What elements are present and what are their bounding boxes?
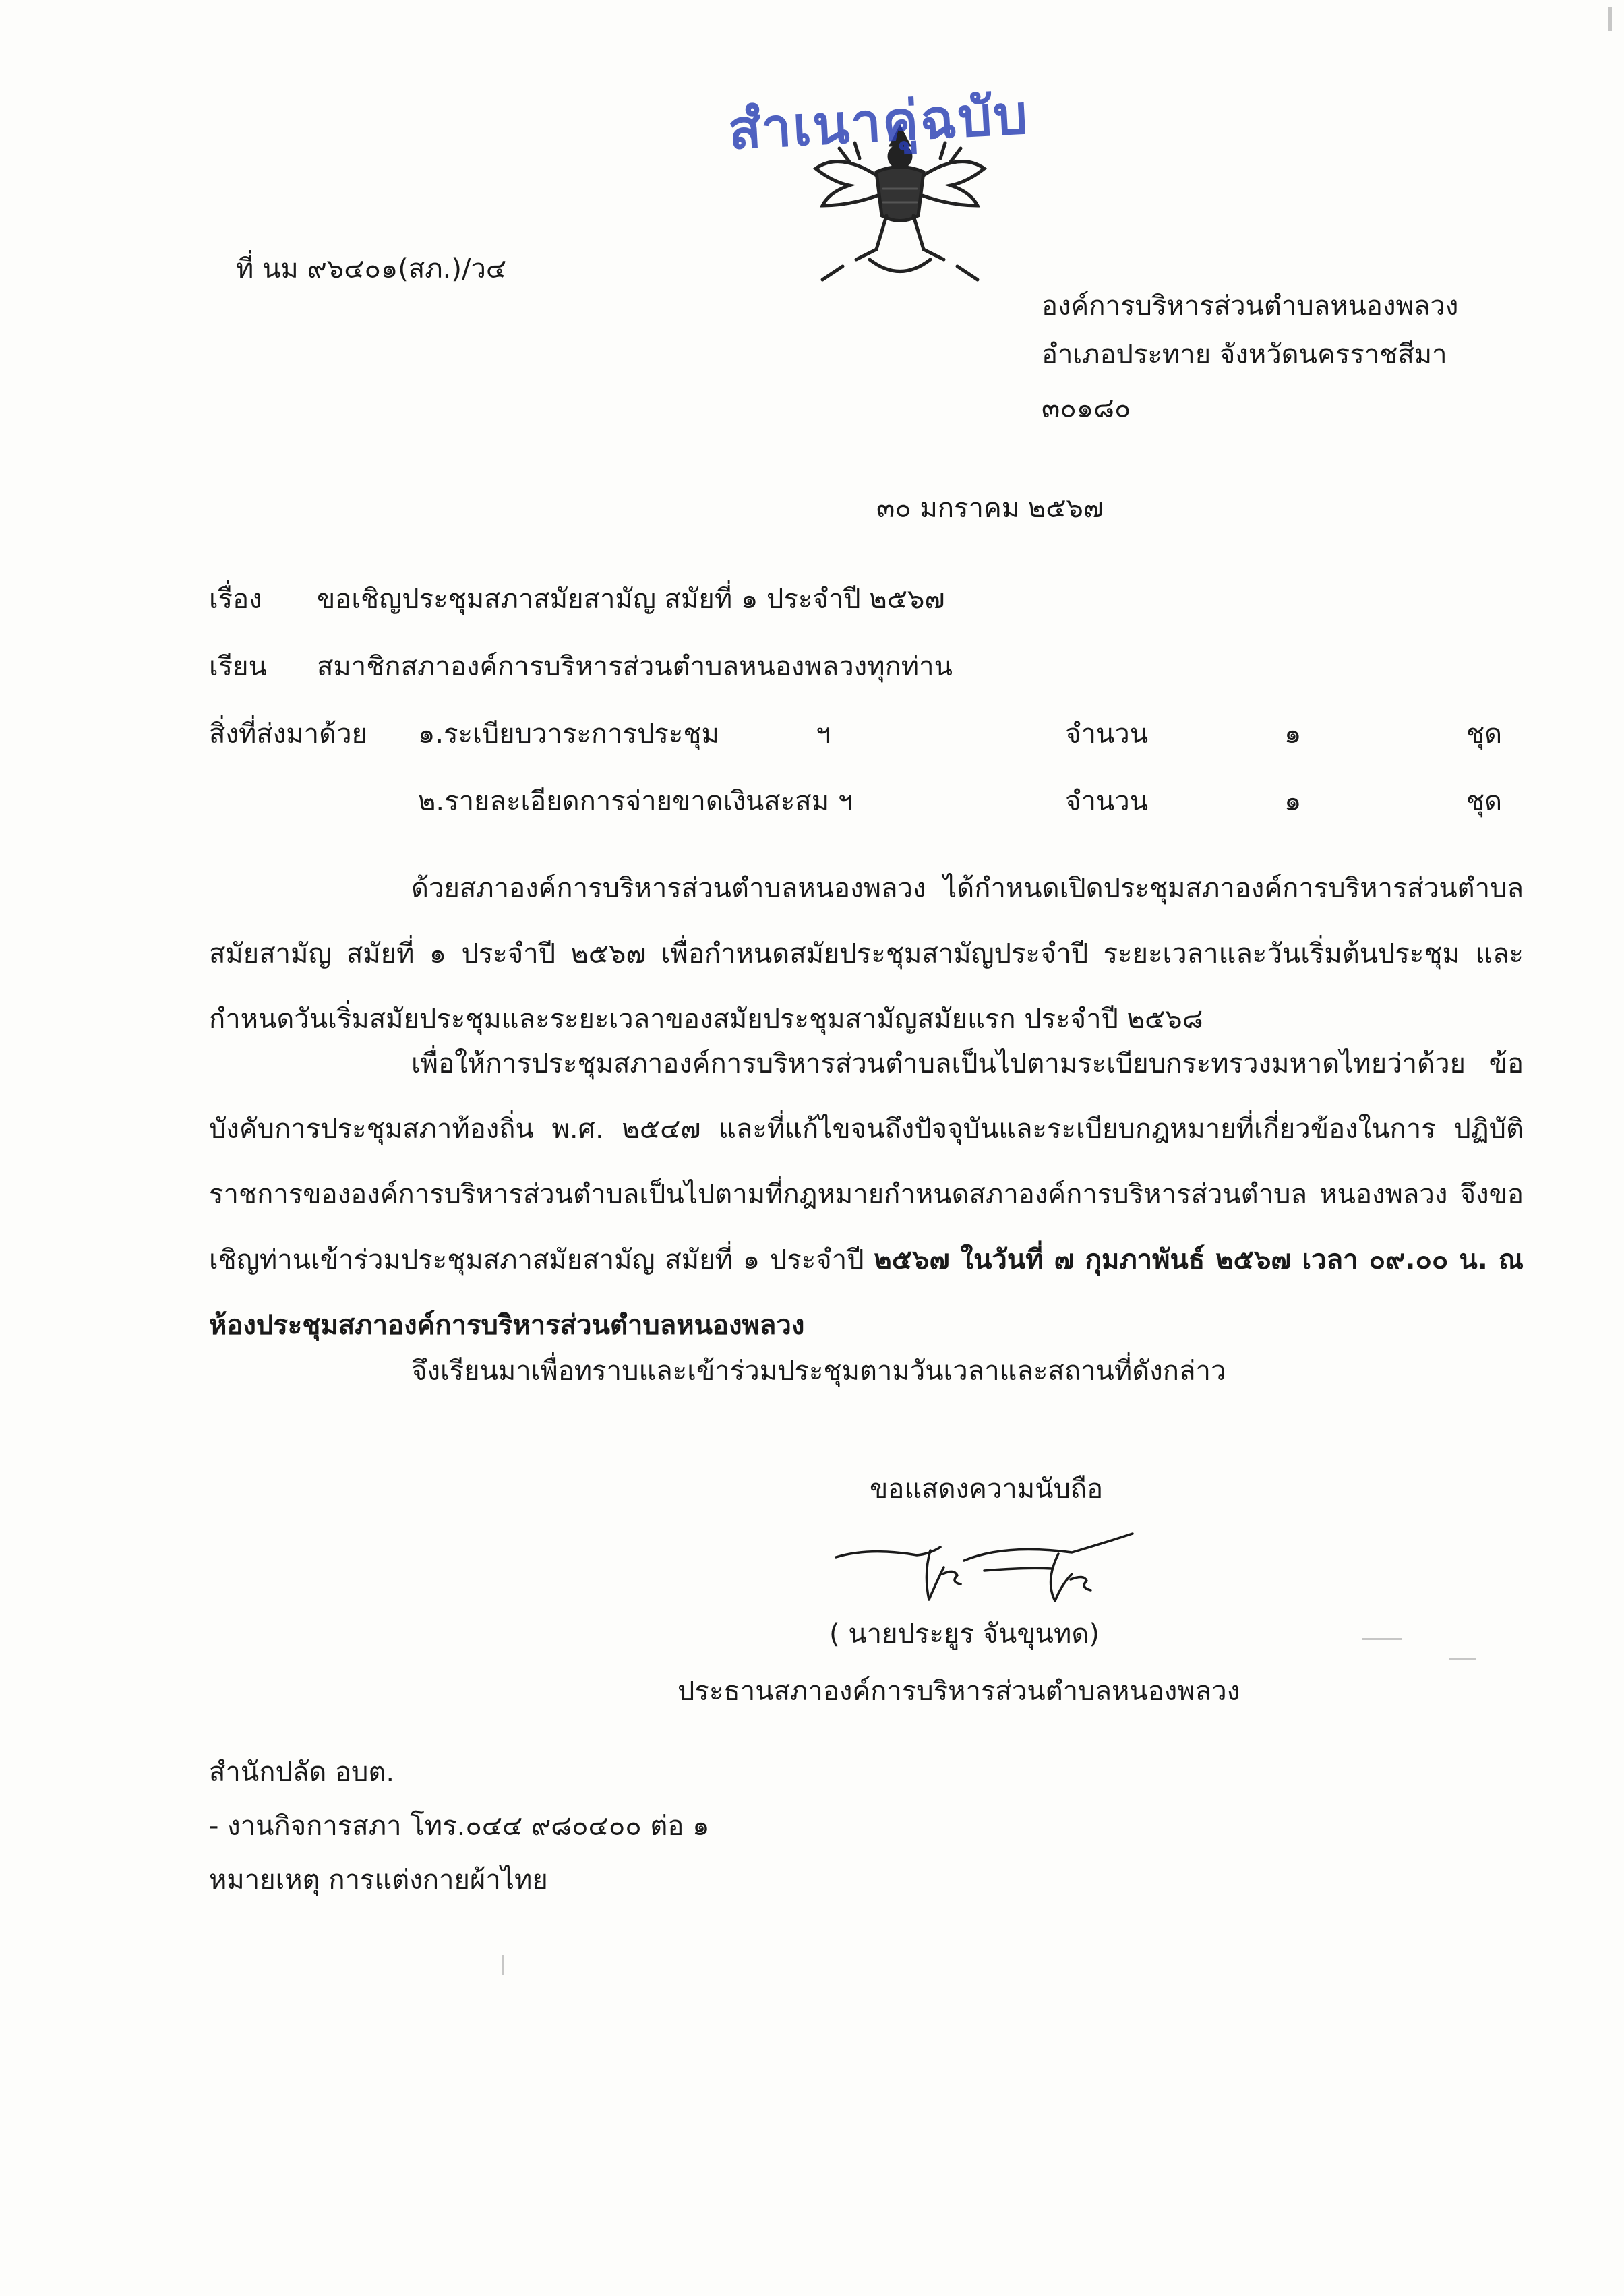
subject-text: ขอเชิญประชุมสภาสมัยสามัญ สมัยที่ ๑ ประจำปี ๒๕๖๗	[317, 584, 945, 615]
enclosure-item-mark: ฯ	[816, 719, 831, 750]
enclosure-item-name: ๑.ระเบียบวาระการประชุม	[418, 719, 719, 750]
enclosure-item-unit: ชุด	[1466, 719, 1503, 750]
handwritten-signature	[829, 1520, 1146, 1608]
sender-postcode: ๓๐๑๘๐	[1042, 393, 1131, 424]
footer-office: สำนักปลัด อบต.	[209, 1757, 395, 1788]
subject-label: เรื่อง	[209, 584, 262, 615]
sender-line-2: อำเภอประทาย จังหวัดนครราชสีมา	[1042, 339, 1447, 370]
footer-contact: - งานกิจการสภา โทร.๐๔๔ ๙๘๐๔๐๐ ต่อ ๑	[209, 1811, 710, 1842]
signatory-position: ประธานสภาองค์การบริหารส่วนตำบลหนองพลวง	[678, 1676, 1240, 1707]
scan-artifact	[1449, 1658, 1476, 1660]
paragraph-text: ด้วยสภาองค์การบริหารส่วนตำบลหนองพลวง ได้กำหนดเปิดประชุมสภาองค์การบริหารส่วนตำบล สมัยสามัญ สมัยที่ ๑ ประจำปี ๒๕๖๗ เพื่อกำหนดสมัยประชุมสามัญประจำปี ระยะเวลาและวันเริ่มต้นประชุม และกำหนดวันเริ่มสมัยประชุมและระยะเวลาของสมัยประชุมสามัญสมัยแรก ประจำปี ๒๕๖๘	[209, 873, 1524, 1035]
enclosure-item-qty: ๑	[1284, 719, 1302, 750]
enclosure-item-qty-label: จำนวน	[1065, 786, 1149, 817]
meeting-details-emphasis: ๒๕๖๗ ในวันที่ ๗ กุมภาพันธ์ ๒๕๖๗ เวลา ๐๙.๐๐ น. ณ ห้องประชุมสภาองค์การบริหารส่วนตำบลหนองพลวง	[209, 1244, 1524, 1341]
sender-line-1: องค์การบริหารส่วนตำบลหนองพลวง	[1042, 291, 1459, 322]
enclosures-label: สิ่งที่ส่งมาด้วย	[209, 719, 367, 750]
paragraph-text: เพื่อให้การประชุมสภาองค์การบริหารส่วนตำบลเป็นไปตามระเบียบกระทรวงมหาดไทยว่าด้วย ข้อบังคับการประชุมสภาท้องถิ่น พ.ศ. ๒๕๔๗ และที่แก้ไขจนถึงปัจจุบันและระเบียบกฎหมายที่เกี่ยวข้องในการ ปฏิบัติราชการขององค์การบริหารส่วนตำบลเป็นไปตามที่กฎหมายกำหนดสภาองค์การบริหารส่วนตำบล หนองพลวง จึงขอเชิญท่านเข้าร่วมประชุมสภาสมัยสามัญ สมัยที่ ๑ ประจำปี	[209, 1048, 1524, 1275]
signatory-name: ( นายประยูร จันขุนทด)	[829, 1619, 1100, 1650]
enclosure-item-qty: ๑	[1284, 786, 1302, 817]
recipient-text: สมาชิกสภาองค์การบริหารส่วนตำบลหนองพลวงทุกท่าน	[317, 651, 953, 682]
letter-date: ๓๐ มกราคม ๒๕๖๗	[876, 493, 1104, 524]
closing-paragraph: จึงเรียนมาเพื่อทราบและเข้าร่วมประชุมตามวันเวลาและสถานที่ดังกล่าว	[411, 1356, 1226, 1387]
footer-note: หมายเหตุ การแต่งกายผ้าไทย	[209, 1865, 548, 1896]
enclosure-item-name: ๒.รายละเอียดการจ่ายขาดเงินสะสม ฯ	[418, 786, 853, 817]
copy-stamp: สำเนาคู่ฉบับ	[726, 83, 1031, 162]
closing-salutation: ขอแสดงความนับถือ	[870, 1474, 1104, 1505]
body-paragraph-2	[209, 1031, 1524, 1358]
reference-number: ที่ นม ๙๖๔๐๑(สภ.)/ว๔	[236, 253, 507, 284]
scan-artifact	[1362, 1638, 1402, 1640]
scan-artifact	[502, 1955, 504, 1975]
recipient-label: เรียน	[209, 651, 267, 682]
enclosure-item-unit: ชุด	[1466, 786, 1503, 817]
enclosure-item-qty-label: จำนวน	[1065, 719, 1149, 750]
body-paragraph-1	[209, 856, 1524, 1052]
scan-artifact	[1608, 7, 1612, 31]
